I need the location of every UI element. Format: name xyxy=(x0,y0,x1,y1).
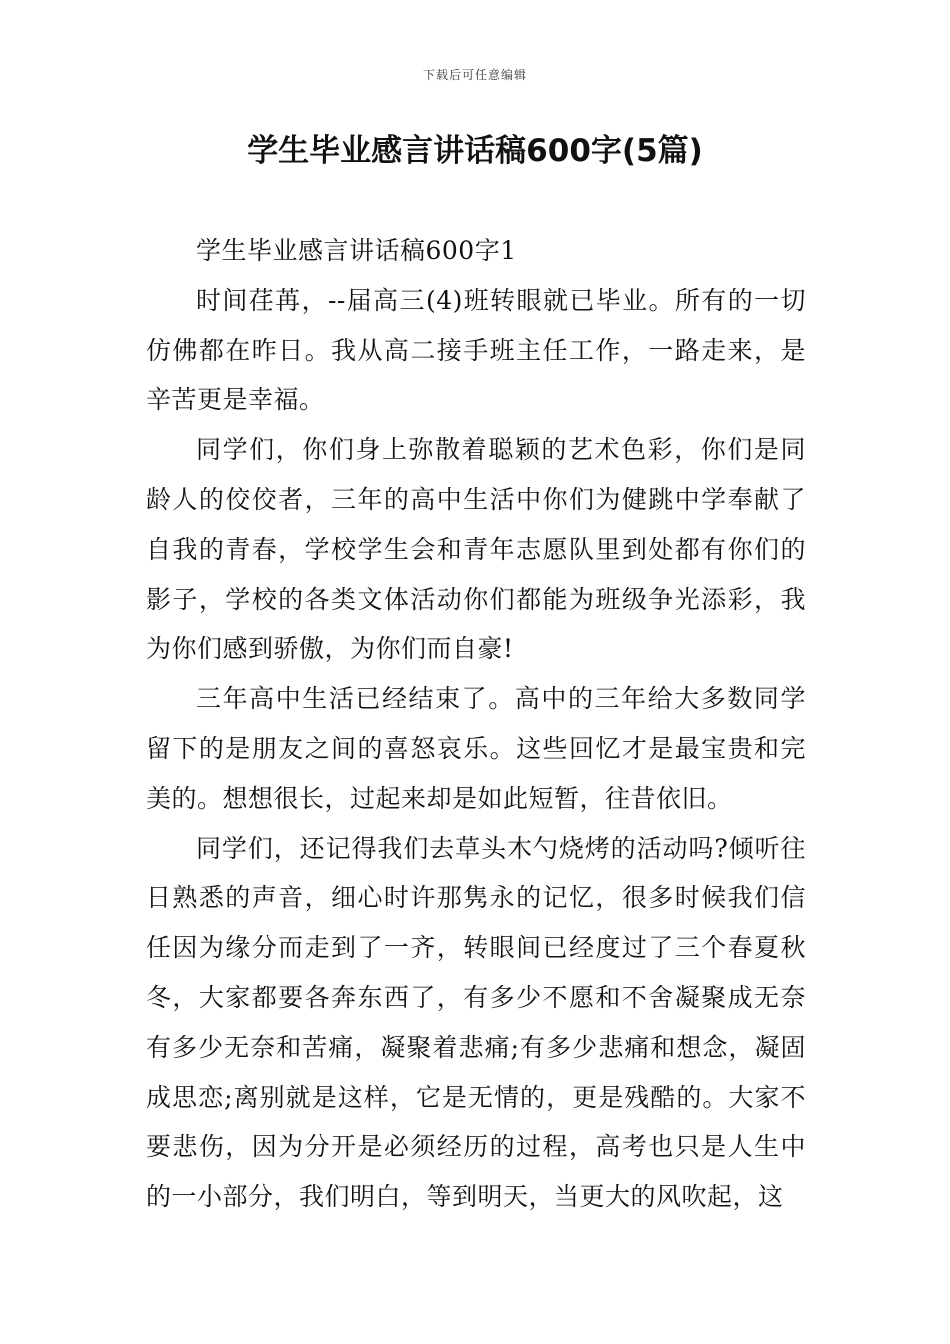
paragraph: 三年高中生活已经结束了。高中的三年给大多数同学留下的是朋友之间的喜怒哀乐。这些回忆才是最宝贵和完美的。想想很长，过起来却是如此短暂，往昔依旧。 xyxy=(146,684,806,813)
paragraph: 时间荏苒，--届高三(4)班转眼就已毕业。所有的一切仿佛都在昨日。我从高二接手班主任工作，一路走来，是辛苦更是幸福。 xyxy=(146,285,806,415)
document-body xyxy=(146,226,806,1222)
section-heading: 学生毕业感言讲话稿600字1 xyxy=(196,236,517,265)
paragraph: 同学们，还记得我们去草头木勺烧烤的活动吗?倾听往日熟悉的声音，细心时许那隽永的记忆，很多时候我们信任因为缘分而走到了一齐，转眼间已经度过了三个春夏秋冬，大家都要各奔东西了，有多少不愿和不舍凝聚成无奈有多少无奈和苦痛，凝聚着悲痛;有多少悲痛和想念，凝固成思恋;离别就是这样，它是无情的，更是残酷的。大家不要悲伤，因为分开是必须经历的过程，高考也只是人生中的一小部分，我们明白，等到明天，当更大的风吹起，这 xyxy=(146,833,806,1212)
document-title: 学生毕业感言讲话稿600字(5篇) xyxy=(247,133,703,169)
header-note: 下载后可任意编辑 xyxy=(422,68,527,82)
paragraph: 同学们，你们身上弥散着聪颖的艺术色彩，你们是同龄人的佼佼者，三年的高中生活中你们为健跳中学奉献了自我的青春，学校学生会和青年志愿队里到处都有你们的影子，学校的各类文体活动你们都能为班级争光添彩，我为你们感到骄傲，为你们而自豪! xyxy=(146,435,806,664)
